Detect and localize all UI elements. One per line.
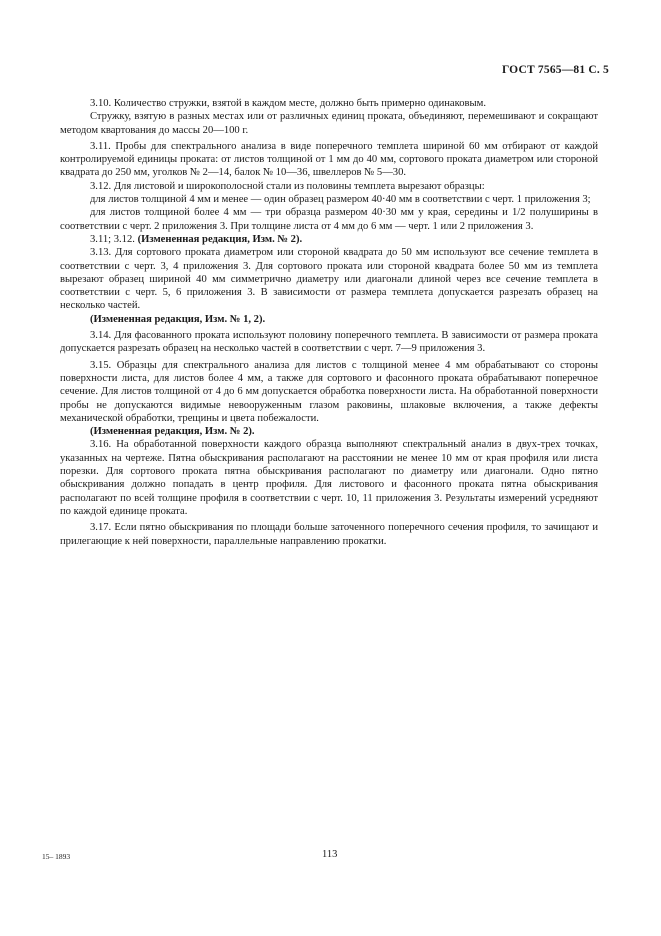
paragraph-3-16: 3.16. На обработанной поверхности каждого образца выполняют спектральный анализ в двух-трех точках, указанных на чертеже. Пятна обыскривания располагают на расстоянии не менее 10 мм от края профиля или листа порезки. Для сортового проката пятна обыскривания располагают по диаметру или диагонали. Одно пятно обыскривания должно попадать в центр профиля. Для листового и фасонного проката пятна обыскривания располагают по всей толщине профиля в соответствии с черт. 10, 11 приложения 3. Результаты измерений усредняют по каждой единице проката.	[60, 439, 598, 517]
amendment-note-1-prefix: 3.11; 3.12.	[90, 233, 138, 245]
print-code: 15– 1893	[42, 852, 71, 861]
paragraph-3-11: 3.11. Пробы для спектрального анализа в виде поперечного темплета шириной 60 мм отбирают от каждой контролируемой единицы проката: от листов толщиной от 1 мм до 40 мм, сортового проката диаметром или стороной квадрата до 250 мм, уголков № 2—14, балок № 10—36, швеллеров № 5—30.	[60, 140, 598, 179]
document-body	[60, 97, 598, 548]
paragraph-3-13: 3.13. Для сортового проката диаметром или стороной квадрата до 50 мм используют все сечение темплета в соответствии с черт. 3, 4 приложения 3. Для сортового проката или стороной квадрата более 50 мм из темплета вырезают образец шириной 40 мм симметрично диаметру или диагонали длиной через все сечение темплета в соответствии с черт. 5, 6 приложения 3. В зависимости от размера темплета допускается разрезать образец на несколько частей.	[60, 247, 598, 312]
page-number: 113	[322, 849, 338, 860]
paragraph-3-12-item-b: для листов толщиной более 4 мм — три образца размером 40·30 мм у края, середины и 1/2 полуширины в соответствии с черт. 2 приложения 3. При толщине листа от 4 мм до 6 мм — черт. 1 или 2 приложения 3.	[60, 207, 598, 232]
amendment-note-1-label: (Измененная редакция, Изм. № 2).	[137, 233, 303, 245]
paragraph-3-10: 3.10. Количество стружки, взятой в каждом месте, должно быть примерно одинаковым.	[90, 98, 486, 109]
paragraph-3-14: 3.14. Для фасованного проката используют половину поперечного темплета. В зависимости от размера проката допускается разрезать образец на несколько частей в соответствии с черт. 7—9 приложения 3.	[60, 330, 598, 355]
amendment-note-3: (Измененная редакция, Изм. № 2).	[90, 426, 255, 438]
amendment-note-1	[60, 233, 598, 246]
paragraph-3-17: 3.17. Если пятно обыскривания по площади больше заточенного поперечного сечения профиля, то зачищают и прилегающие к ней поверхности, параллельные направлению прокатки.	[60, 522, 598, 547]
paragraph-3-12: 3.12. Для листовой и широкополосной стали из половины темплета вырезают образцы:	[90, 180, 485, 192]
paragraph-3-15: 3.15. Образцы для спектрального анализа для листов с толщиной менее 4 мм обрабатывают со стороны поверхности листа, для листов более 4 мм, а также для сортового и фасонного проката обрабатывают поперечное сечение. Для листов толщиной от 4 до 6 мм допускается обработка поверхности листа. На обработанной поверхности пробы не допускаются видимые невооруженным глазом раковины, шлаковые включения, а также дефекты механической обработки, трещины и цвета побежалости.	[60, 359, 598, 424]
amendment-note-2: (Измененная редакция, Изм. № 1, 2).	[90, 313, 266, 325]
paragraph-3-10-continued: Стружку, взятую в разных местах или от различных единиц проката, объединяют, перемешивают и сокращают методом квартования до массы 20—100 г.	[60, 111, 598, 136]
page-header: ГОСТ 7565—81 С. 5	[501, 64, 609, 76]
paragraph-3-12-item-a: для листов толщиной 4 мм и менее — один образец размером 40·40 мм в соответствии с черт. 1 приложения 3;	[90, 194, 591, 206]
